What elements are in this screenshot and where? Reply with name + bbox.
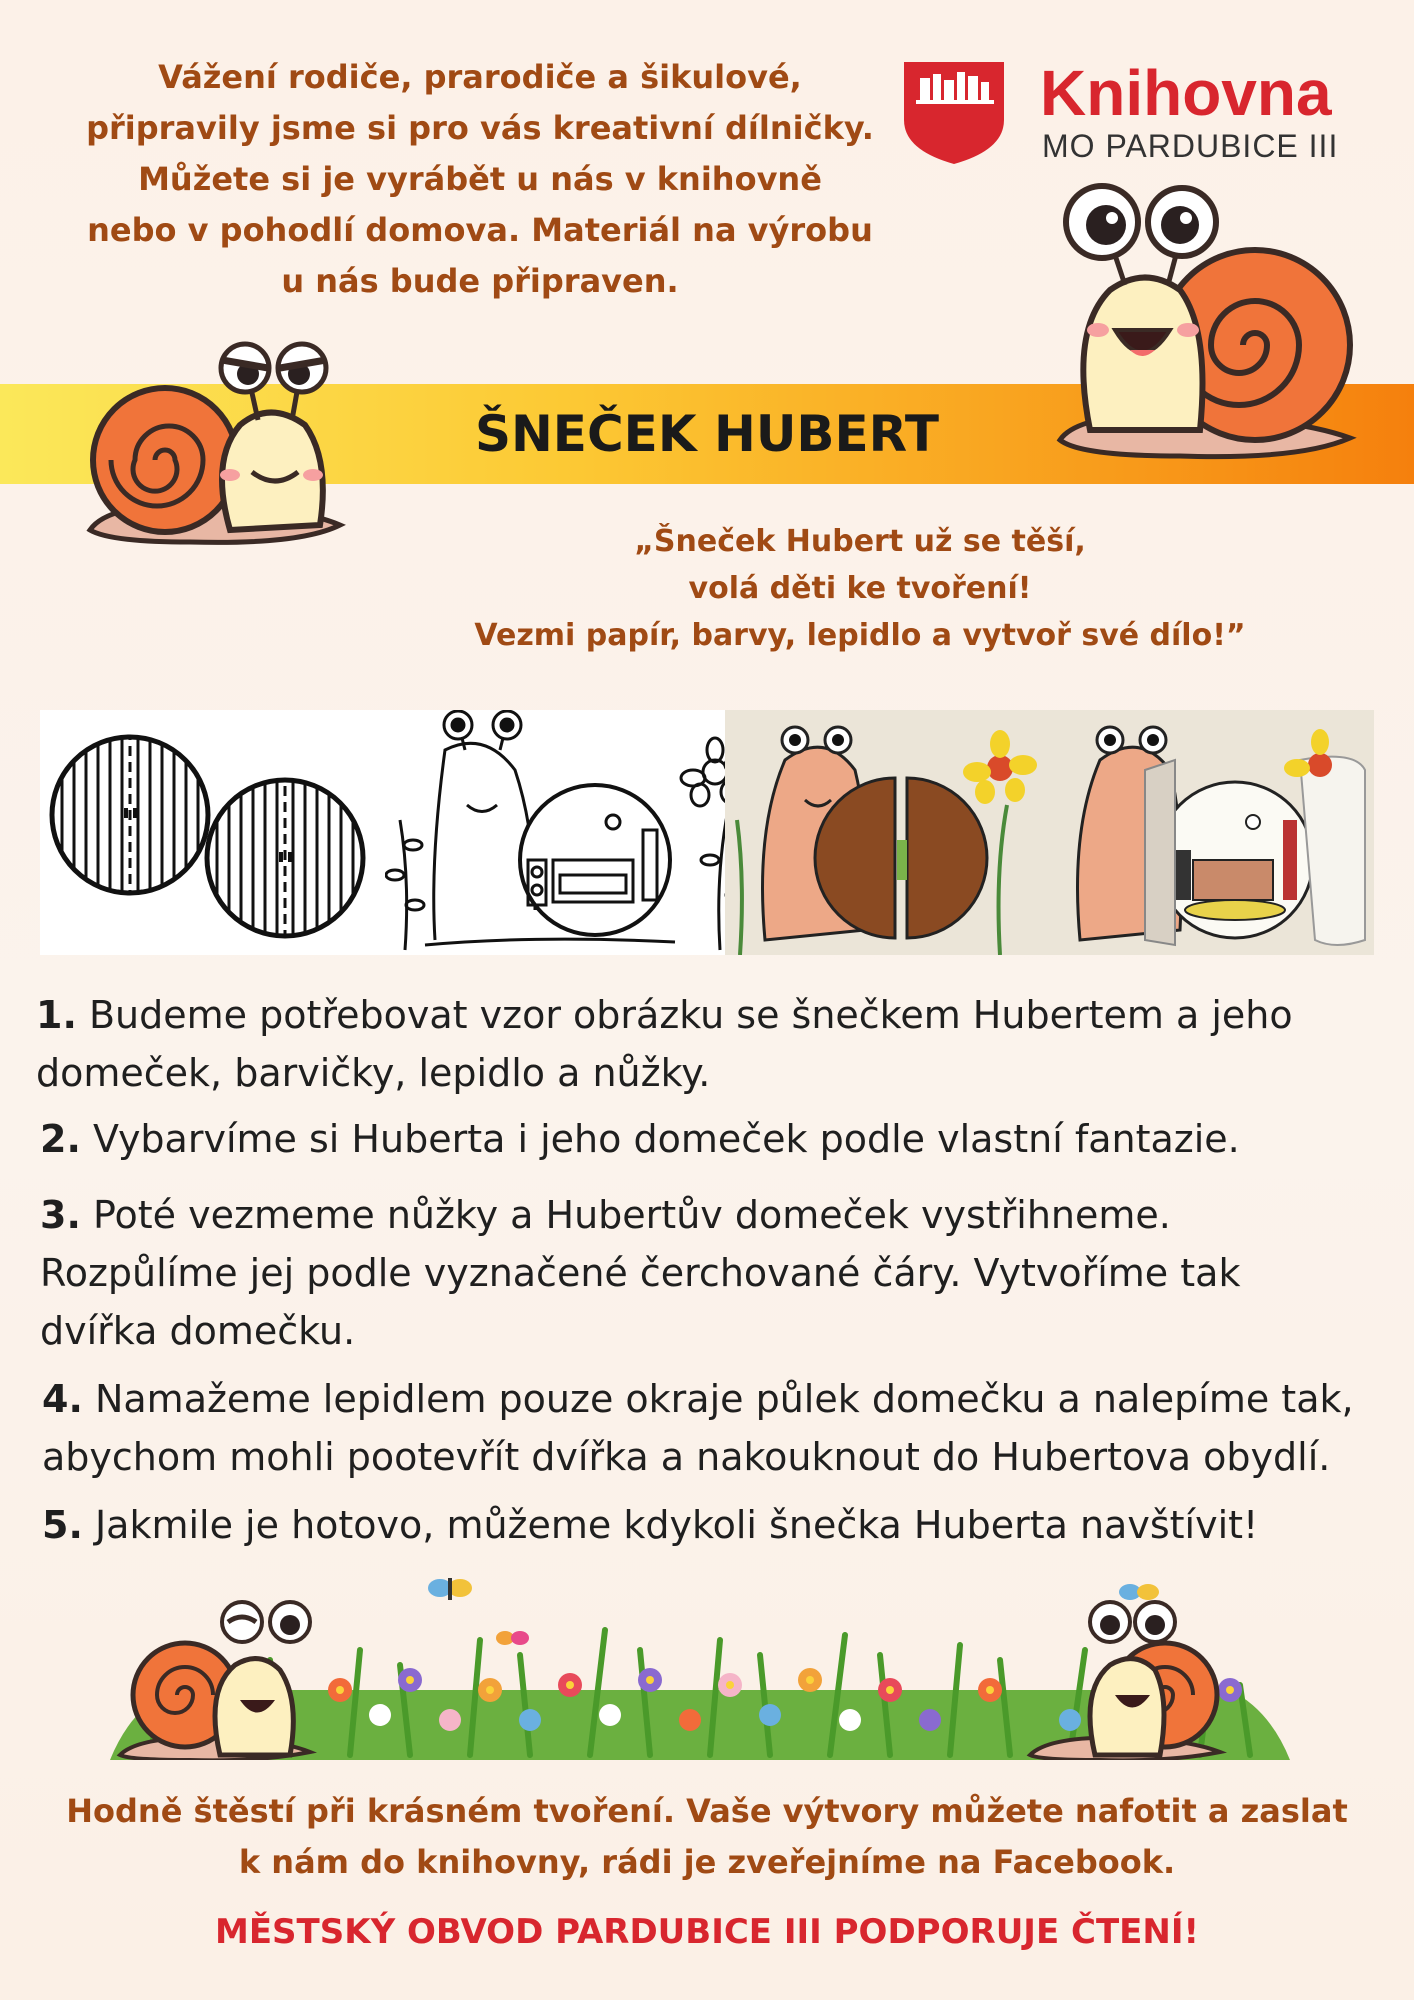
intro-line: Vážení rodiče, prarodiče a šikulové,: [158, 58, 802, 96]
step-text: dvířka domečku.: [40, 1309, 356, 1353]
step-number: 5.: [42, 1503, 83, 1547]
snail-happy-illustration: [1030, 180, 1370, 470]
butterfly-icon: [1119, 1584, 1159, 1600]
step-1: [36, 986, 1386, 1102]
step-text: Rozpůlíme jej podle vyznačené čerchované čáry. Vytvoříme tak: [40, 1251, 1241, 1295]
footer-line: Hodně štěstí při krásném tvoření. Vaše výtvory můžete nafotit a zaslat: [66, 1792, 1348, 1830]
poem-line: Vezmi papír, barvy, lepidlo a vytvoř své dílo!”: [474, 618, 1246, 653]
butterfly-icon: [428, 1578, 472, 1600]
step-text: Vybarvíme si Huberta i jeho domeček podle vlastní fantazie.: [80, 1117, 1240, 1161]
step-text: Budeme potřebovat vzor obrázku se šnečkem Hubertem a jeho: [76, 993, 1293, 1037]
logo-subtitle: MO PARDUBICE III: [1042, 128, 1339, 164]
poem-text: [410, 518, 1310, 659]
colored-snail-closed-doors-photo: [725, 710, 1045, 955]
footer-slogan: MĚSTSKÝ OBVOD PARDUBICE III PODPORUJE ČTENÍ!: [215, 1912, 1199, 1952]
footer-line: k nám do knihovny, rádi je zveřejníme na Facebook.: [238, 1843, 1176, 1881]
colored-snail-open-doors-photo: [1045, 710, 1374, 955]
step-3: [40, 1186, 1390, 1360]
butterfly-icon: [496, 1631, 529, 1645]
intro-line: připravily jsme si pro vás kreativní dílničky.: [86, 109, 874, 147]
craft-photos-strip: [40, 710, 1374, 955]
step-4: [42, 1370, 1392, 1486]
door-template-image: [40, 710, 385, 955]
step-2: [40, 1110, 1390, 1168]
flower-meadow-illustration: [110, 1570, 1290, 1760]
library-books-shield-icon: [902, 60, 1006, 166]
step-text: Jakmile je hotovo, můžeme kdykoli šnečka Huberta navštívit!: [82, 1503, 1259, 1547]
step-5: [42, 1496, 1392, 1554]
step-text: Namažeme lepidlem pouze okraje půlek domečku a nalepíme tak,: [82, 1377, 1354, 1421]
intro-line: nebo v pohodlí domova. Materiál na výrobu: [87, 211, 873, 249]
step-text: abychom mohli pootevřít dvířka a nakouknout do Hubertova obydlí.: [42, 1435, 1331, 1479]
poem-line: volá děti ke tvoření!: [688, 571, 1032, 606]
intro-line: u nás bude připraven.: [281, 262, 679, 300]
step-text: Poté vezmeme nůžky a Hubertův domeček vystřihneme.: [80, 1193, 1171, 1237]
snail-grumpy-illustration: [70, 330, 370, 560]
step-text: domeček, barvičky, lepidlo a nůžky.: [36, 1051, 711, 1095]
logo-title: Knihovna: [1040, 57, 1332, 129]
step-number: 1.: [36, 993, 77, 1037]
snail-coloring-template-image: [385, 710, 765, 955]
intro-text: [60, 52, 900, 307]
step-number: 2.: [40, 1117, 81, 1161]
footer-text: [20, 1786, 1394, 1888]
intro-line: Můžete si je vyrábět u nás v knihovně: [138, 160, 822, 198]
page-title: ŠNEČEK HUBERT: [474, 405, 940, 463]
step-number: 4.: [42, 1377, 83, 1421]
step-number: 3.: [40, 1193, 81, 1237]
poem-line: „Šneček Hubert už se těší,: [634, 524, 1086, 559]
